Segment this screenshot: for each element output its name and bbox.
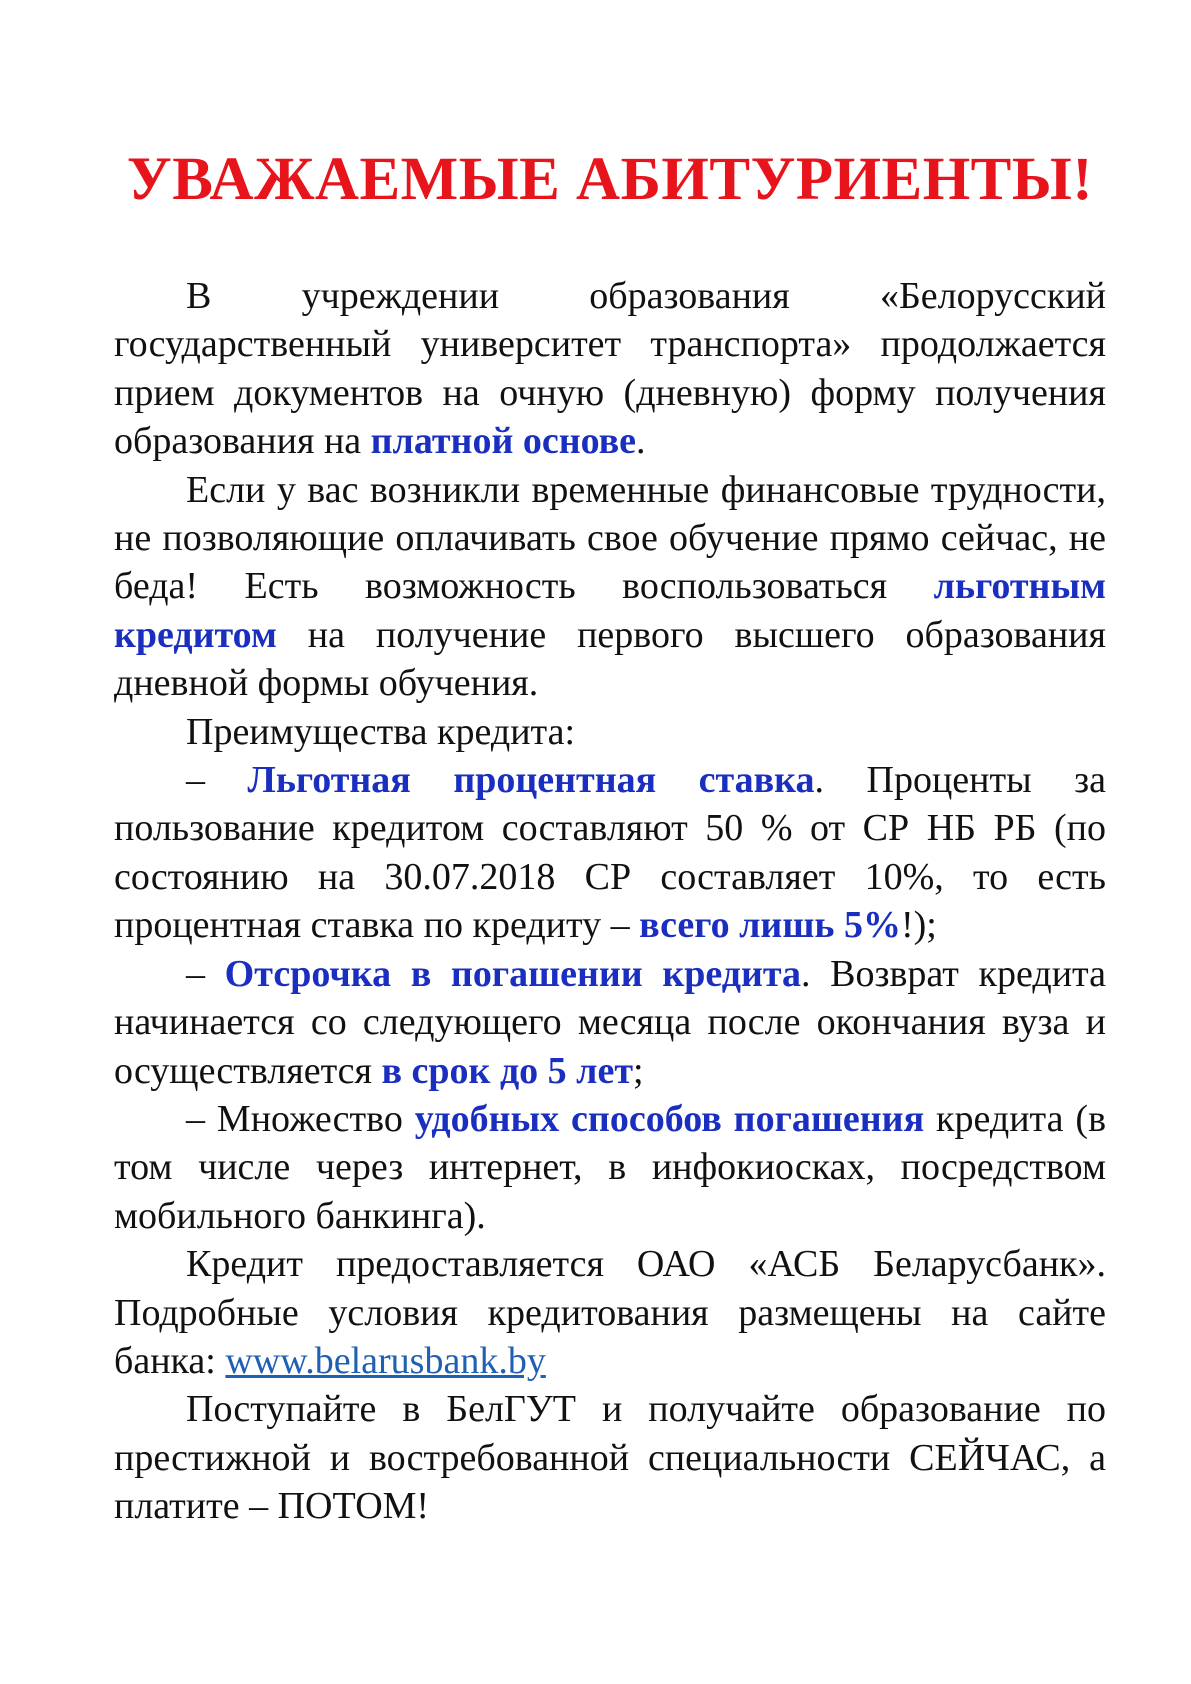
- list-dash: –: [186, 759, 248, 802]
- paragraph-text: на получение первого высшего образования дневной формы обучения.: [114, 613, 1106, 705]
- highlight-deferral: Отсрочка в погашении кредита: [224, 952, 801, 995]
- paragraph-text: Кредит предоставляется ОАО «АСБ Беларусбанк». Подробные условия кредитования размещены на сайте банка:: [114, 1243, 1106, 1382]
- highlight-paid-basis: платной основе: [370, 420, 637, 463]
- paragraph-text: .: [636, 420, 646, 463]
- page-title: УВАЖАЕМЫЕ АБИТУРИЕНТЫ!: [126, 146, 1094, 213]
- highlight-payment-methods: удобных способов погашения: [414, 1097, 925, 1140]
- paragraph-text: . Проценты за пользование кредитом составляют 50 % от СР НБ РБ (по состоянию на 30.07.2018 СР составляет 10%, то есть процентная ставка по кредиту –: [114, 759, 1107, 947]
- paragraph-text: !);: [901, 904, 937, 947]
- paragraph-text: – Множество: [186, 1097, 415, 1140]
- document-body: [114, 272, 1106, 1531]
- paragraph-closing: [114, 1385, 1106, 1530]
- paragraph-text: Если у вас возникли временные финансовые трудности, не позволяющие оплачивать свое обучение прямо сейчас, не беда! Есть возможность воспользоваться: [114, 468, 1106, 608]
- paragraph-text: ;: [633, 1049, 644, 1092]
- highlight-5-years: в срок до 5 лет: [381, 1049, 634, 1092]
- paragraph-text: Преимущества кредита:: [186, 710, 576, 753]
- paragraph-bank-info: [114, 1240, 1106, 1385]
- paragraph-text: кредита (в том числе через интернет, в инфокиосках, посредством мобильного банкинга).: [114, 1097, 1107, 1237]
- paragraph-loan-offer: [114, 466, 1106, 708]
- paragraph-text: Поступайте в БелГУТ и получайте образование по престижной и востребованной специальности СЕЙЧАС, а платите – ПОТОМ!: [114, 1388, 1106, 1528]
- paragraph-admission: [114, 272, 1106, 466]
- paragraph-advantage-rate: [114, 756, 1106, 950]
- paragraph-advantage-payment-methods: [114, 1095, 1106, 1240]
- document-page: [114, 140, 1106, 1531]
- list-dash: –: [186, 952, 225, 995]
- paragraph-advantage-deferral: [114, 950, 1106, 1095]
- highlight-interest-rate: Льготная процентная ставка: [247, 759, 815, 802]
- paragraph-text: . Возврат кредита начинается со следующего месяца после окончания вуза и осуществляется: [114, 952, 1106, 1092]
- highlight-only-5-percent: всего лишь 5%: [639, 904, 901, 947]
- bank-website-link[interactable]: www.belarusbank.by: [225, 1339, 546, 1382]
- paragraph-advantages-heading: [114, 708, 1106, 756]
- highlight-preferential-loan: льготным кредитом: [114, 565, 1106, 656]
- paragraph-text: В учреждении образования «Белорусский государственный университет транспорта» продолжается прием документов на очную (дневную) форму получения образования на: [114, 275, 1106, 463]
